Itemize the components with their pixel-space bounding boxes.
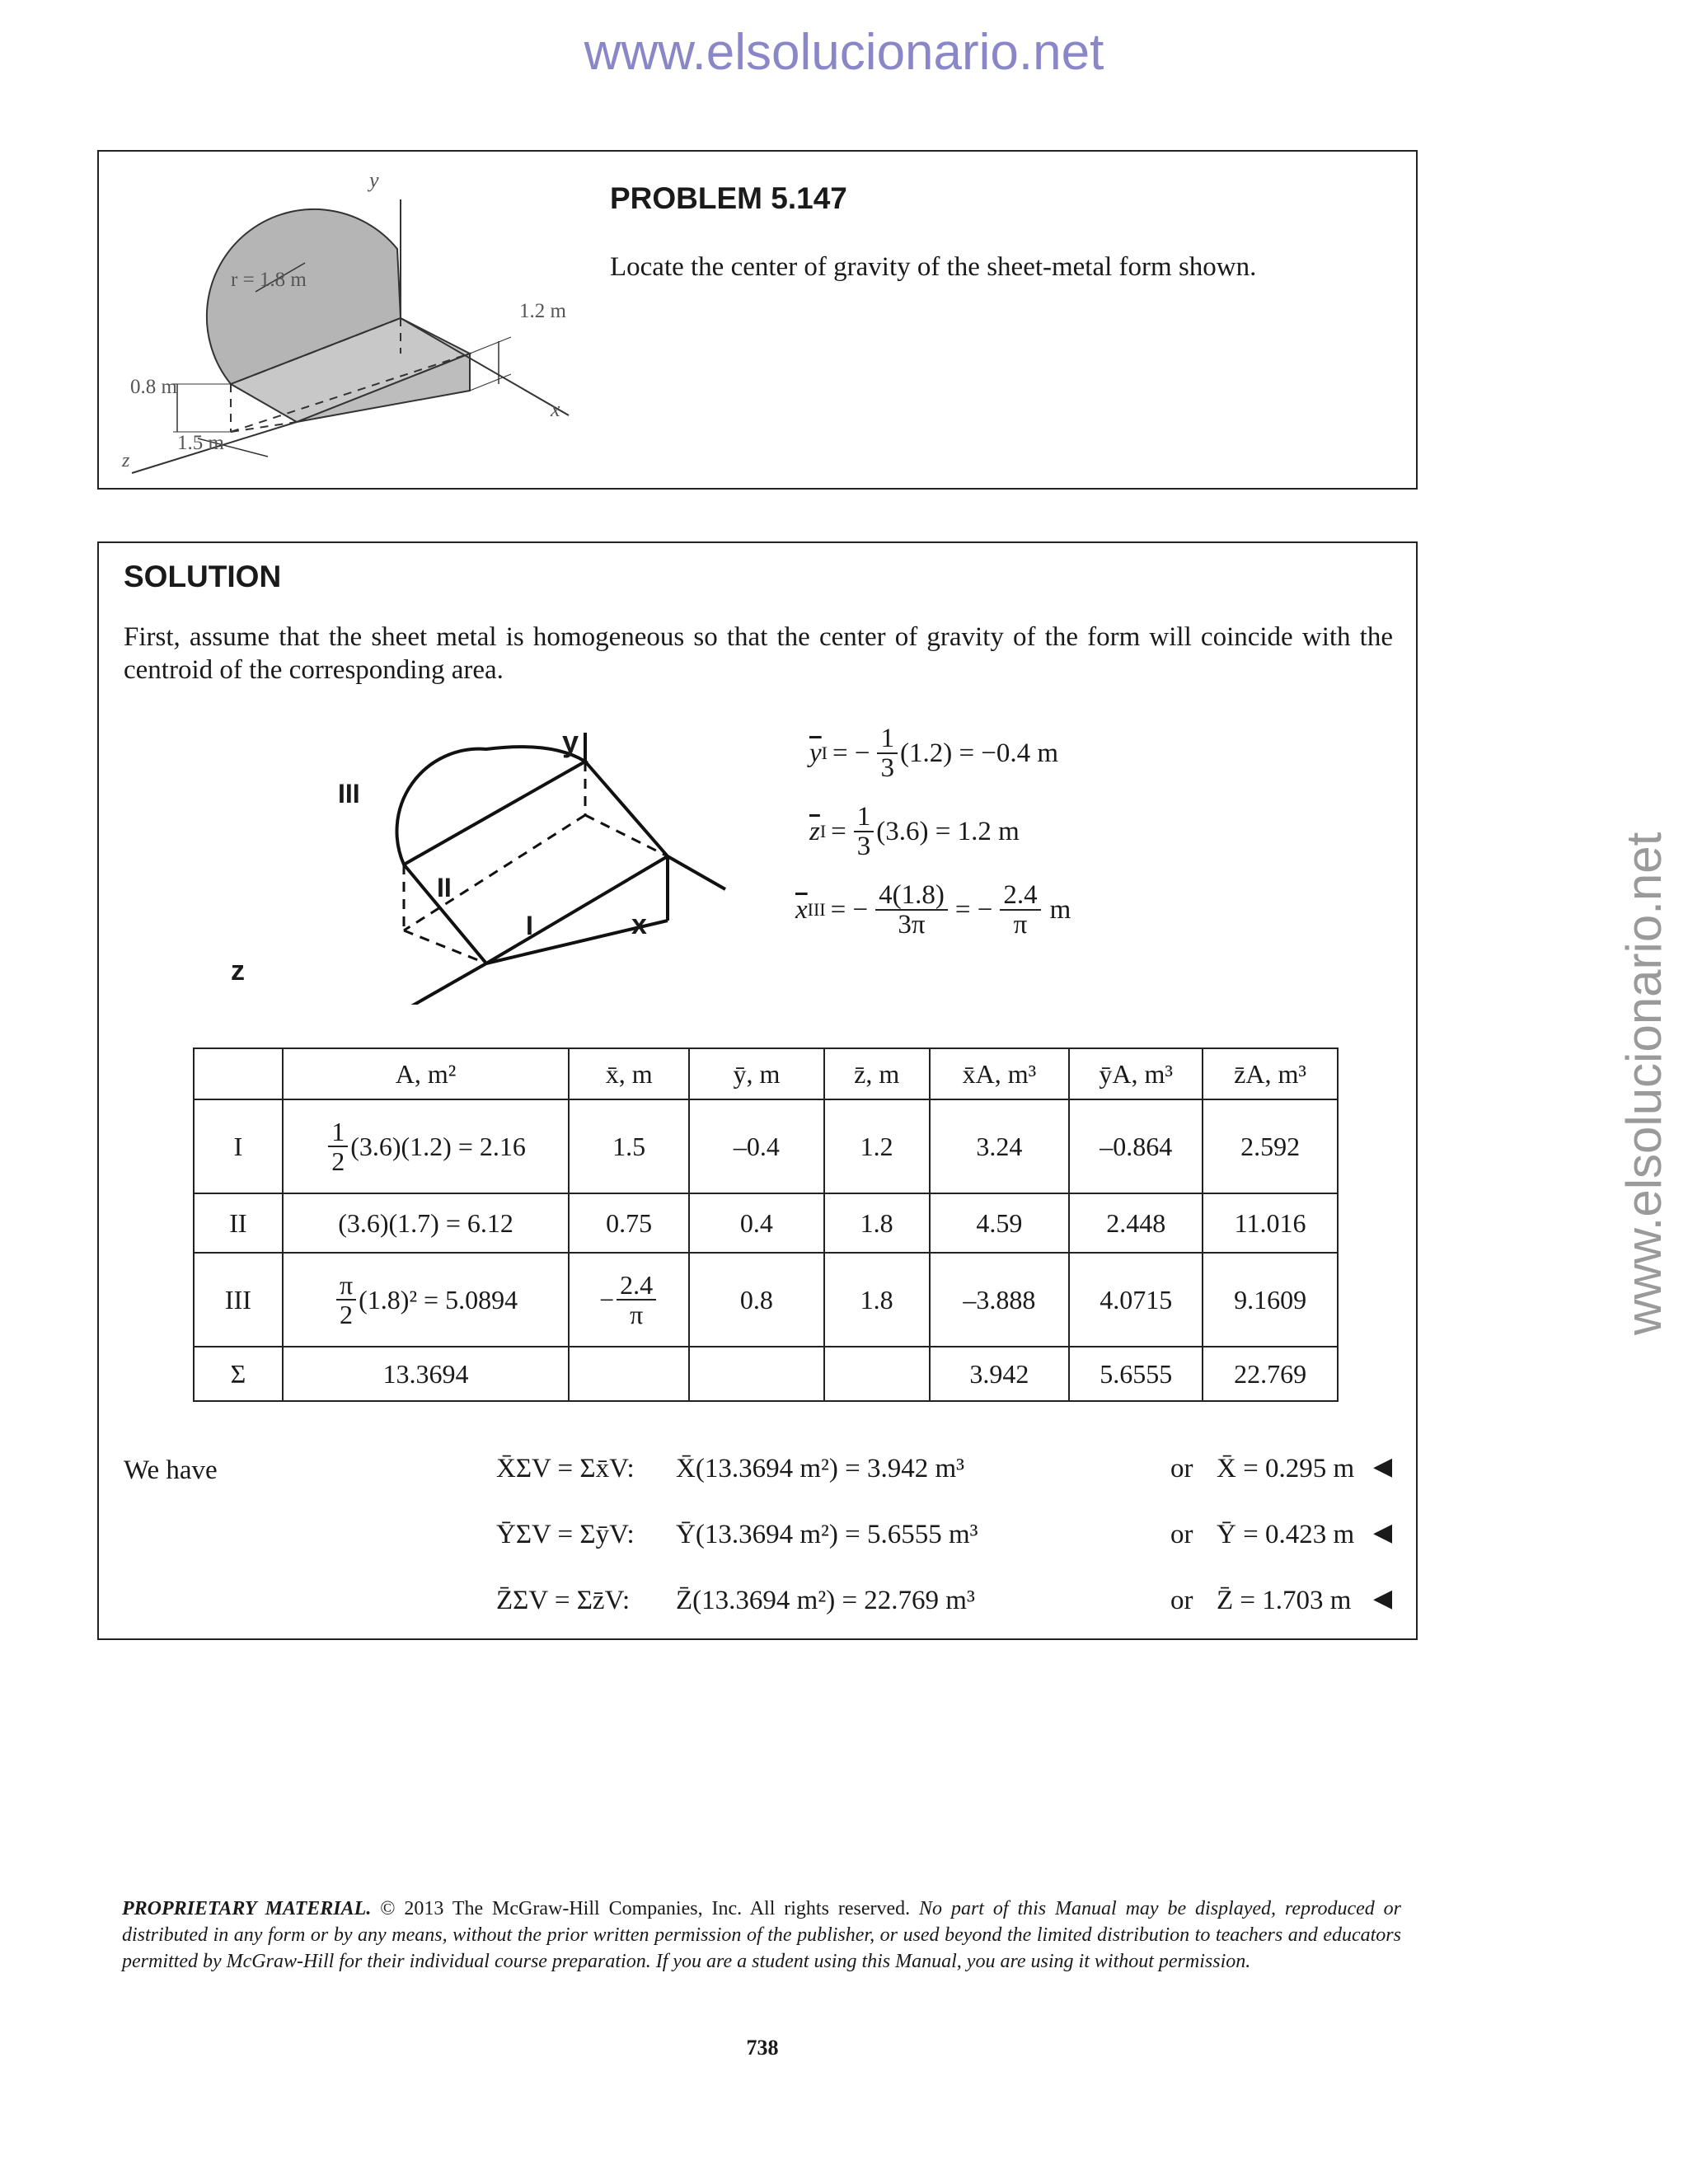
header-cell: x̄A, m³ (930, 1048, 1070, 1099)
table-row (194, 1347, 1338, 1401)
result-sub: X̄(13.3694 m²) = 3.942 m³ (676, 1454, 965, 1483)
sketch-label-ii: II (437, 873, 452, 902)
area-cell: 13.3694 (283, 1347, 569, 1401)
fig-label-height-right: 1.2 m (519, 300, 566, 322)
xa-cell: 3.24 (930, 1099, 1070, 1193)
result-sub: Z̄(13.3694 m²) = 22.769 m³ (676, 1586, 975, 1615)
result-sub: Ȳ(13.3694 m²) = 5.6555 m³ (676, 1520, 978, 1549)
answer-marker-icon: ◀ (1373, 1453, 1393, 1480)
x-cell: 0.75 (569, 1193, 689, 1253)
result-answer: Z̄ = 1.703 m (1217, 1586, 1352, 1615)
area-cell: $\frac{\pi}{2}$ (1.8)² = 5.0894 (283, 1253, 569, 1347)
area-cell: (3.6)(1.7) = 6.12 (283, 1193, 569, 1253)
za-cell: 11.016 (1203, 1193, 1338, 1253)
result-or: or (1170, 1520, 1193, 1549)
result-or: or (1170, 1454, 1193, 1483)
z-cell: 1.2 (824, 1099, 930, 1193)
row-label: II (194, 1193, 283, 1253)
header-cell: x̄, m (569, 1048, 689, 1099)
table-row (194, 1193, 1338, 1253)
result-eq: ȲΣV = ΣȳV: (496, 1520, 635, 1549)
header-cell (194, 1048, 283, 1099)
row-label: III (194, 1253, 283, 1347)
fig-label-z: z (122, 450, 130, 471)
result-answer: X̄ = 0.295 m (1217, 1454, 1355, 1483)
table-row (194, 1099, 1338, 1193)
sketch-label-iii: III (338, 779, 360, 808)
sketch-label-y: y (562, 724, 579, 758)
za-cell: 9.1609 (1203, 1253, 1338, 1347)
we-have-label: We have (124, 1455, 218, 1485)
header-cell: z̄A, m³ (1203, 1048, 1338, 1099)
x-cell: − $\frac{2.4}{\pi}$ (569, 1253, 689, 1347)
problem-title: PROBLEM 5.147 (610, 181, 847, 215)
footer-notice (122, 1896, 1401, 1975)
ya-cell: 4.0715 (1069, 1253, 1203, 1347)
header-cell: z̄, m (824, 1048, 930, 1099)
solution-intro: First, assume that the sheet metal is homogeneous so that the center of gravity of the form will coincide with the centroid of the corresponding area. (124, 622, 1393, 685)
footer-notice-text: No part of this Manual may be displayed, reproduced or distributed in any form or by any means, without the prior written permission of the publisher, or used beyond the limited distribution to teachers and educators permitted by McGraw-Hill for their individual course preparation. If you are a student using this Manual, you are using it without permission. (122, 1898, 1402, 1972)
sketch-label-x: x (631, 909, 647, 940)
ya-cell: 2.448 (1069, 1193, 1203, 1253)
page-number: 738 (746, 2036, 779, 2060)
sketch-label-i: I (526, 911, 533, 940)
fig-label-x: x (551, 397, 560, 421)
watermark-top[interactable]: www.elsolucionario.net (584, 24, 1104, 81)
fig-label-depth: 1.5 m (177, 432, 224, 454)
centroid-table (193, 1047, 1339, 1402)
row-label: I (194, 1099, 283, 1193)
area-cell: $\frac{1}{2}$ (3.6)(1.2) = 2.16 (283, 1099, 569, 1193)
za-cell: 22.769 (1203, 1347, 1338, 1401)
z-cell (824, 1347, 930, 1401)
result-eq: X̄ΣV = Σx̄V: (496, 1454, 635, 1483)
result-eq: Z̄ΣV = Σz̄V: (496, 1586, 631, 1615)
header-cell: ȳ, m (689, 1048, 824, 1099)
answer-marker-icon: ◀ (1373, 1519, 1393, 1546)
solution-box (97, 541, 1418, 1640)
header-cell: ȳA, m³ (1069, 1048, 1203, 1099)
header-cell: A, m² (283, 1048, 569, 1099)
y-cell: 0.8 (689, 1253, 824, 1347)
za-cell: 2.592 (1203, 1099, 1338, 1193)
eq-y1: $\overline{y}$ I = − $\frac{1}{3}$ (1.2) = −0.4 m (809, 724, 1059, 783)
y-cell: –0.4 (689, 1099, 824, 1193)
y-cell: 0.4 (689, 1193, 824, 1253)
problem-box (97, 150, 1418, 490)
answer-marker-icon: ◀ (1373, 1585, 1393, 1612)
result-answer: Ȳ = 0.423 m (1217, 1520, 1355, 1549)
row-label: Σ (194, 1347, 283, 1401)
ya-cell: 5.6555 (1069, 1347, 1203, 1401)
table-row (194, 1253, 1338, 1347)
fig-label-height-left: 0.8 m (130, 376, 177, 398)
eq-x3: $\overline{x}$ III = − $\frac{4(1.8)}{3\pi}$ = − $\frac{2.4}{\pi}$ m (795, 880, 1071, 940)
y-cell (689, 1347, 824, 1401)
eq-z1: $\overline{z}$ I = $\frac{1}{3}$ (3.6) = 1.2 m (809, 802, 1020, 861)
result-or: or (1170, 1586, 1193, 1615)
table-header-row (194, 1048, 1338, 1099)
footer-copyright: © 2013 The McGraw-Hill Companies, Inc. All rights reserved. (380, 1898, 911, 1919)
fig-label-radius: r = 1.8 m (231, 269, 307, 291)
xa-cell: –3.888 (930, 1253, 1070, 1347)
solution-sketch (223, 724, 767, 1005)
sketch-label-z: z (231, 955, 245, 987)
fig-label-y: y (369, 168, 379, 192)
x-cell: 1.5 (569, 1099, 689, 1193)
watermark-side[interactable]: www.elsolucionario.net (1616, 832, 1672, 1335)
z-cell: 1.8 (824, 1253, 930, 1347)
x-cell (569, 1347, 689, 1401)
xa-cell: 3.942 (930, 1347, 1070, 1401)
xa-cell: 4.59 (930, 1193, 1070, 1253)
z-cell: 1.8 (824, 1193, 930, 1253)
footer-lead: PROPRIETARY MATERIAL. (122, 1898, 372, 1919)
problem-statement: Locate the center of gravity of the sheet-metal form shown. (610, 252, 1257, 282)
solution-title: SOLUTION (124, 560, 282, 593)
ya-cell: –0.864 (1069, 1099, 1203, 1193)
